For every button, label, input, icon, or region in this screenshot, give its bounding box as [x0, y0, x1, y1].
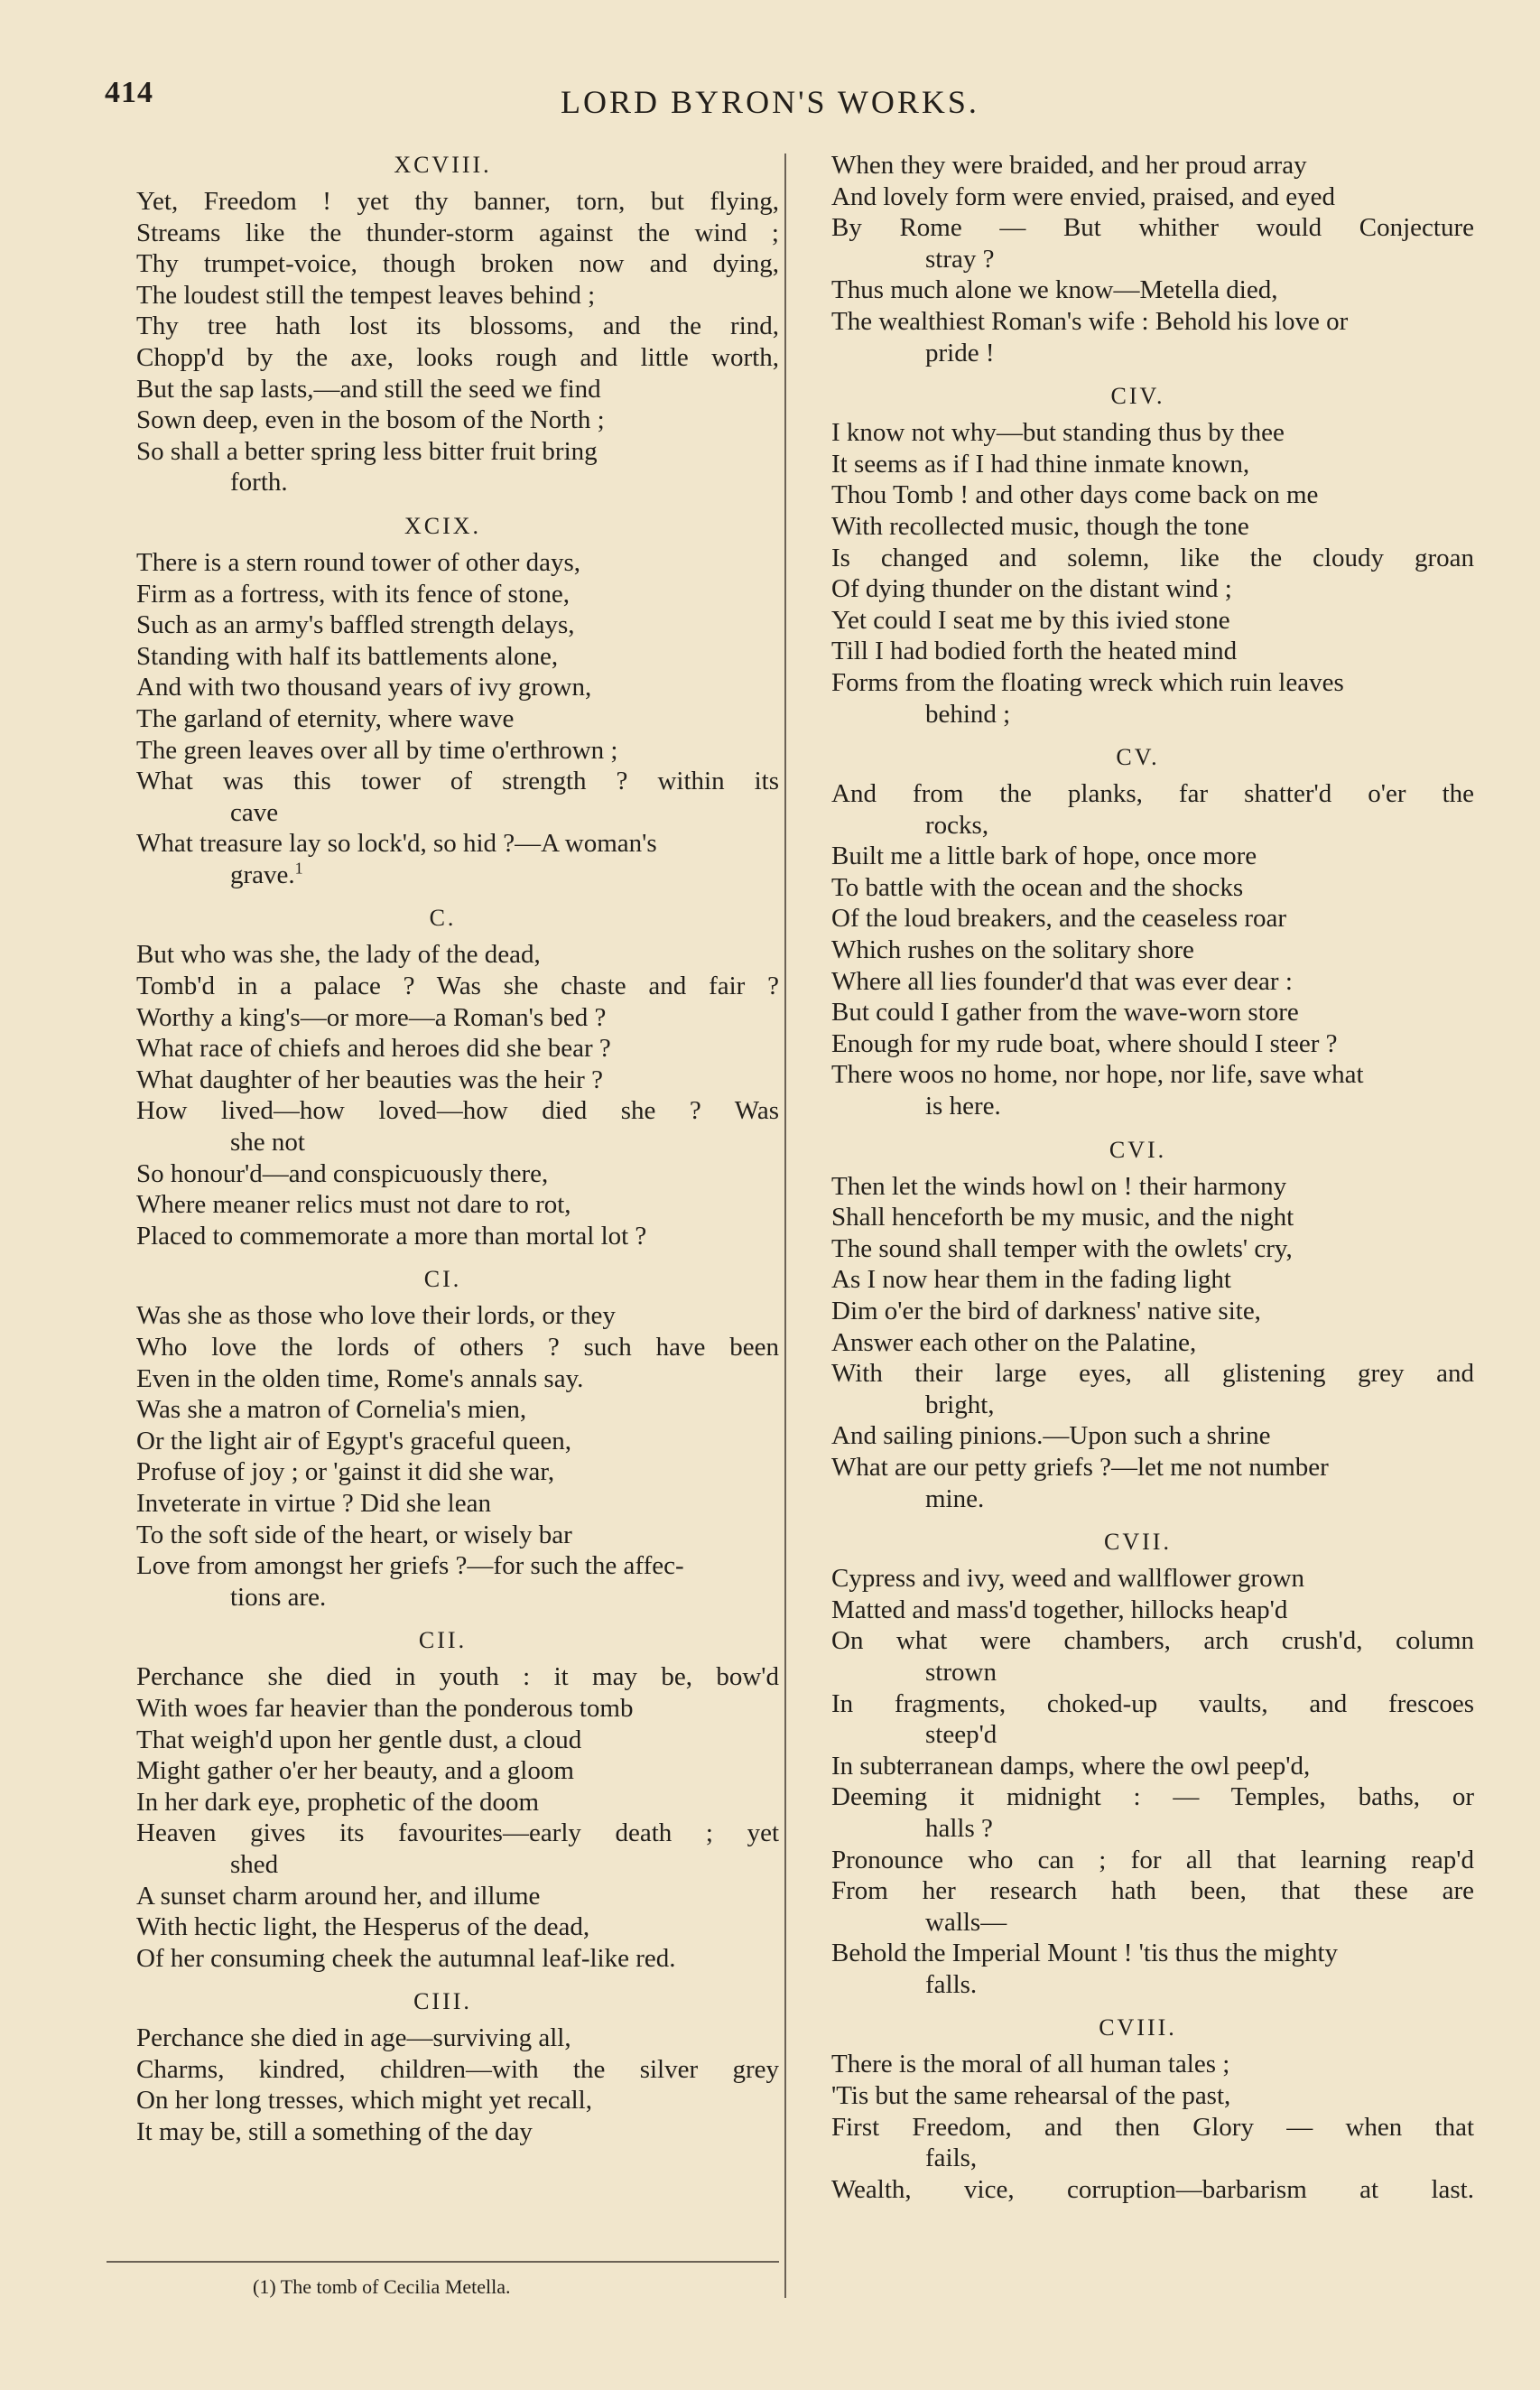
stanza-numeral: CVI.: [1109, 1136, 1167, 1163]
stanza-numeral: C.: [429, 905, 457, 932]
verse-line: Of dying thunder on the distant wind ;: [831, 574, 1232, 604]
verse-line: Of her consuming cheek the autumnal leaf-like red.: [136, 1943, 676, 1973]
verse-line: Thus much alone we know—Metella died,: [831, 275, 1278, 305]
stanza-numeral: CVIII.: [1099, 2014, 1177, 2041]
verse-line: There is the moral of all human tales ;: [831, 2050, 1230, 2079]
verse-line: she not: [230, 1128, 305, 1158]
stanza-numeral: XCIX.: [404, 512, 482, 539]
stanza: [107, 150, 779, 498]
verse-line: Love from amongst her griefs ?—for such the affec-: [136, 1551, 684, 1581]
verse-line: Or the light air of Egypt's graceful queen,: [136, 1426, 571, 1455]
stanza-numeral: CIV.: [1110, 383, 1165, 410]
verse-line: The wealthiest Roman's wife : Behold his love or: [831, 306, 1349, 336]
stanza-numeral: CII.: [418, 1627, 468, 1654]
verse-line: Dim o'er the bird of darkness' native site,: [831, 1297, 1261, 1325]
right-column: [802, 150, 1474, 2218]
verse-line: Heaven gives its favourites—early death ; yet: [136, 1818, 779, 1848]
verse-line: Behold the Imperial Mount ! 'tis thus the mighty: [831, 1939, 1338, 1968]
stanza: [107, 1264, 779, 1613]
verse-line: What was this tower of strength ? within its: [136, 767, 779, 796]
verse-line: That weigh'd upon her gentle dust, a cloud: [136, 1725, 582, 1754]
verse-line: With their large eyes, all glistening grey and: [831, 1359, 1474, 1389]
verse-line: Standing with half its battlements alone,: [136, 641, 559, 671]
verse-line: There is a stern round tower of other days,: [136, 547, 581, 577]
stanza-numeral: CIII.: [413, 1988, 472, 2015]
verse-line: forth.: [230, 468, 288, 498]
verse-line: tions are.: [230, 1582, 327, 1612]
verse-line: But the sap lasts,—and still the seed we find: [136, 374, 601, 404]
stanza: [107, 903, 779, 1251]
verse-line: strown: [925, 1657, 997, 1687]
verse-line: fails,: [925, 2144, 978, 2173]
footnote-rule: [107, 2261, 779, 2263]
verse-line: Till I had bodied forth the heated mind: [831, 637, 1238, 666]
stanza: [802, 742, 1474, 1122]
verse-line: cave: [230, 797, 279, 827]
verse-line: With recollected music, though the tone: [831, 511, 1249, 541]
verse-line: Such as an army's baffled strength delays,: [136, 610, 575, 640]
stanza: [107, 1986, 779, 2147]
verse-line: In subterranean damps, where the owl peep'd,: [831, 1751, 1311, 1781]
left-column: [107, 150, 779, 2161]
verse-line: Chopp'd by the axe, looks rough and little worth,: [136, 342, 779, 372]
verse-line: How lived—how loved—how died she ? Was: [136, 1096, 779, 1126]
verse-line: Inveterate in virtue ? Did she lean: [136, 1488, 491, 1518]
column-divider: [784, 153, 786, 2298]
verse-line: The garland of eternity, where wave: [136, 703, 515, 733]
stanza: [802, 1527, 1474, 2000]
verse-line: is here.: [925, 1092, 1001, 1121]
verse-line: And sailing pinions.—Upon such a shrine: [831, 1421, 1271, 1451]
verse-line: grave.$^1$: [230, 859, 303, 889]
stanza: [107, 511, 779, 891]
verse-line: By Rome — But whither would Conjecture: [831, 213, 1474, 243]
verse-line: rocks,: [925, 810, 989, 840]
verse-line: steep'd: [925, 1720, 997, 1750]
footnote: (1) The tomb of Cecilia Metella.: [253, 2275, 511, 2298]
verse-line: It seems as if I had thine inmate known,: [831, 449, 1250, 479]
verse-line: Thy tree hath lost its blossoms, and the rind,: [136, 312, 779, 341]
verse-line: As I now hear them in the fading light: [831, 1265, 1231, 1295]
verse-line: Perchance she died in youth : it may be, bow'd: [136, 1662, 779, 1692]
verse-line: With hectic light, the Hesperus of the dead,: [136, 1912, 590, 1942]
verse-line: And with two thousand years of ivy grown,: [136, 673, 592, 702]
verse-line: falls.: [925, 1969, 978, 1999]
verse-line: From her research hath been, that these are: [831, 1876, 1474, 1906]
verse-line: But who was she, the lady of the dead,: [136, 940, 541, 970]
verse-line: Deeming it midnight : — Temples, baths, or: [831, 1782, 1474, 1812]
verse-line: When they were braided, and her proud array: [831, 151, 1307, 180]
verse-line: First Freedom, and then Glory — when that: [831, 2112, 1474, 2142]
verse-line: Is changed and solemn, like the cloudy groan: [831, 543, 1474, 572]
stanza: [802, 1135, 1474, 1515]
verse-line: Matted and mass'd together, hillocks heap'd: [831, 1595, 1288, 1624]
verse-line: And from the planks, far shatter'd o'er the: [831, 779, 1474, 809]
verse-line: 'Tis but the same rehearsal of the past,: [831, 2081, 1231, 2111]
verse-line: Cypress and ivy, weed and wallflower grown: [831, 1564, 1305, 1594]
stanza-numeral: XCVIII.: [394, 152, 492, 178]
verse-line: Thou Tomb ! and other days come back on me: [831, 480, 1319, 510]
stanza-numeral: CVII.: [1104, 1529, 1172, 1556]
verse-line: pride !: [925, 338, 995, 367]
verse-line: In her dark eye, prophetic of the doom: [136, 1787, 540, 1817]
verse-line: Perchance she died in age—surviving all,: [136, 2023, 571, 2053]
verse-line: Where meaner relics must not dare to rot,: [136, 1190, 571, 1220]
verse-line: A sunset charm around her, and illume: [136, 1881, 541, 1911]
verse-line: To the soft side of the heart, or wisely bar: [136, 1520, 572, 1549]
verse-line: It may be, still a something of the day: [136, 2117, 533, 2147]
verse-line: But could I gather from the wave-worn store: [831, 998, 1299, 1028]
verse-line: So honour'd—and conspicuously there,: [136, 1158, 549, 1188]
verse-line: There woos no home, nor hope, nor life, save what: [831, 1060, 1364, 1090]
stanza-numeral: CV.: [1116, 744, 1160, 771]
verse-line: Charms, kindred, children—with the silver grey: [136, 2054, 779, 2084]
verse-line: Tomb'd in a palace ? Was she chaste and fair ?: [136, 972, 779, 1001]
verse-line: Profuse of joy ; or 'gainst it did she war,: [136, 1457, 555, 1487]
verse-line: Streams like the thunder-storm against the wind ;: [136, 218, 779, 247]
verse-line: What are our petty griefs ?—let me not number: [831, 1452, 1329, 1482]
verse-line: walls—: [925, 1907, 1007, 1937]
verse-line: On her long tresses, which might yet recall,: [136, 2086, 592, 2116]
verse-line: I know not why—but standing thus by thee: [831, 418, 1285, 448]
stanza: [802, 2013, 1474, 2205]
verse-line: Where all lies founder'd that was ever dear :: [831, 966, 1293, 996]
verse-line: With woes far heavier than the ponderous tomb: [136, 1693, 634, 1723]
verse-line: What treasure lay so lock'd, so hid ?—A woman's: [136, 829, 657, 859]
running-title: LORD BYRON'S WORKS.: [561, 84, 979, 120]
verse-line: The green leaves over all by time o'erthrown ;: [136, 735, 618, 765]
verse-line: Even in the olden time, Rome's annals say.: [136, 1363, 584, 1393]
verse-line: shed: [230, 1849, 279, 1879]
verse-line: stray ?: [925, 244, 995, 274]
footnote-marker: 1: [294, 859, 303, 878]
verse-line: Answer each other on the Palatine,: [831, 1327, 1197, 1357]
verse-line: Then let the winds howl on ! their harmony: [831, 1171, 1287, 1201]
verse-line: bright,: [925, 1390, 995, 1419]
page-number: 414: [105, 76, 153, 109]
verse-line: Might gather o'er her beauty, and a gloom: [136, 1756, 574, 1786]
verse-line: Pronounce who can ; for all that learning reap'd: [831, 1845, 1474, 1874]
stanza: [802, 381, 1474, 730]
verse-line: In fragments, choked-up vaults, and frescoes: [831, 1688, 1474, 1718]
verse-line: Was she as those who love their lords, or they: [136, 1301, 616, 1331]
verse-line: Worthy a king's—or more—a Roman's bed ?: [136, 1002, 607, 1032]
verse-line: Sown deep, even in the bosom of the North ;: [136, 405, 605, 435]
verse-line: The loudest still the tempest leaves behind ;: [136, 280, 596, 310]
verse-line: mine.: [925, 1483, 985, 1513]
stanza-numeral: CI.: [423, 1266, 462, 1293]
verse-line: And lovely form were envied, praised, and eyed: [831, 181, 1336, 211]
verse-line: Placed to commemorate a more than mortal lot ?: [136, 1221, 647, 1251]
verse-line: Shall henceforth be my music, and the night: [831, 1203, 1294, 1232]
verse-line: behind ;: [925, 699, 1011, 729]
verse-line: Built me a little bark of hope, once more: [831, 842, 1257, 871]
verse-line: Firm as a fortress, with its fence of stone,: [136, 579, 571, 609]
verse-line: What daughter of her beauties was the heir ?: [136, 1065, 603, 1094]
verse-line: So shall a better spring less bitter fruit bring: [136, 436, 598, 466]
verse-line: Enough for my rude boat, where should I steer ?: [831, 1028, 1338, 1058]
verse-line: Yet, Freedom ! yet thy banner, torn, but flying,: [136, 187, 779, 216]
verse-line: Forms from the floating wreck which ruin leaves: [831, 667, 1344, 697]
stanza: [107, 1625, 779, 1974]
verse-line: Thy trumpet-voice, though broken now and dying,: [136, 249, 779, 279]
stanza: [802, 150, 1474, 368]
verse-line: Yet could I seat me by this ivied stone: [831, 605, 1230, 635]
verse-line: halls ?: [925, 1813, 993, 1843]
verse-line: What race of chiefs and heroes did she bear ?: [136, 1034, 611, 1064]
verse-line: Wealth, vice, corruption—barbarism at last.: [831, 2174, 1474, 2204]
verse-line: Of the loud breakers, and the ceaseless roar: [831, 904, 1287, 934]
verse-line: The sound shall temper with the owlets' cry,: [831, 1233, 1293, 1263]
verse-line: Who love the lords of others ? such have been: [136, 1333, 779, 1362]
verse-line: Which rushes on the solitary shore: [831, 935, 1194, 965]
verse-line: On what were chambers, arch crush'd, column: [831, 1626, 1474, 1656]
verse-line: To battle with the ocean and the shocks: [831, 872, 1244, 902]
verse-line: Was she a matron of Cornelia's mien,: [136, 1395, 527, 1425]
